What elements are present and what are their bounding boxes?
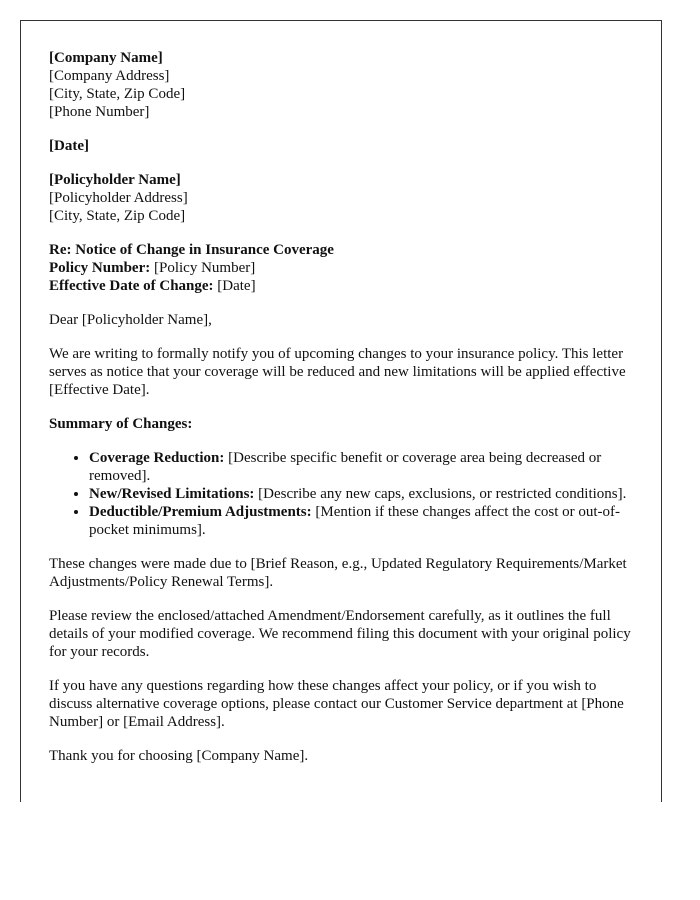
- salutation: Dear [Policyholder Name],: [49, 312, 212, 328]
- list-item: [89, 485, 632, 503]
- letter: [20, 20, 662, 802]
- recipient-block: [49, 171, 632, 225]
- recipient-address: [Policyholder Address]: [49, 190, 188, 206]
- list-item: [89, 503, 632, 539]
- subject-line: Re: Notice of Change in Insurance Coverage: [49, 242, 334, 258]
- contact-paragraph: If you have any questions regarding how these changes affect your policy, or if you wish to discuss alternative coverage options, please contact our Customer Service department at [Phone Number] or [Email Address].: [49, 678, 624, 730]
- change-label: Coverage Reduction:: [89, 450, 225, 466]
- reason-paragraph: These changes were made due to [Brief Reason, e.g., Updated Regulatory Requirements/Market Adjustments/Policy Renewal Terms].: [49, 556, 627, 590]
- date-block: [49, 137, 632, 155]
- list-item: [89, 449, 632, 485]
- changes-list: [49, 449, 632, 539]
- effective-date-value: [Date]: [213, 278, 256, 294]
- reference-block: [49, 241, 632, 295]
- summary-heading-text: Summary of Changes:: [49, 416, 193, 432]
- recipient-city-state-zip: [City, State, Zip Code]: [49, 208, 186, 224]
- effective-date-label: Effective Date of Change:: [49, 278, 214, 294]
- sender-city-state-zip: [City, State, Zip Code]: [49, 86, 186, 102]
- policy-number-label: Policy Number:: [49, 260, 151, 276]
- change-text: [Describe specific benefit or coverage area being decreased or removed].: [89, 450, 602, 484]
- change-text: [Describe any new caps, exclusions, or restricted conditions].: [254, 486, 627, 502]
- review-paragraph: Please review the enclosed/attached Amendment/Endorsement carefully, as it outlines the full details of your modified coverage. We recommend filing this document with your original policy for your records.: [49, 608, 631, 660]
- sender-address: [Company Address]: [49, 68, 170, 84]
- summary-heading: [49, 415, 632, 433]
- policy-number-value: [Policy Number]: [150, 260, 256, 276]
- change-label: Deductible/Premium Adjustments:: [89, 504, 312, 520]
- change-label: New/Revised Limitations:: [89, 486, 255, 502]
- closing-paragraph: Thank you for choosing [Company Name].: [49, 748, 309, 764]
- recipient-name: [Policyholder Name]: [49, 172, 181, 188]
- sender-block: [49, 49, 632, 121]
- letter-date: [Date]: [49, 138, 89, 154]
- change-text: [Mention if these changes affect the cost or out-of-pocket minimums].: [89, 504, 621, 538]
- sender-phone: [Phone Number]: [49, 104, 150, 120]
- sender-company-name: [Company Name]: [49, 50, 163, 66]
- intro-paragraph: We are writing to formally notify you of upcoming changes to your insurance policy. This letter serves as notice that your coverage will be reduced and new limitations will be applied effective [Effective Date].: [49, 346, 626, 398]
